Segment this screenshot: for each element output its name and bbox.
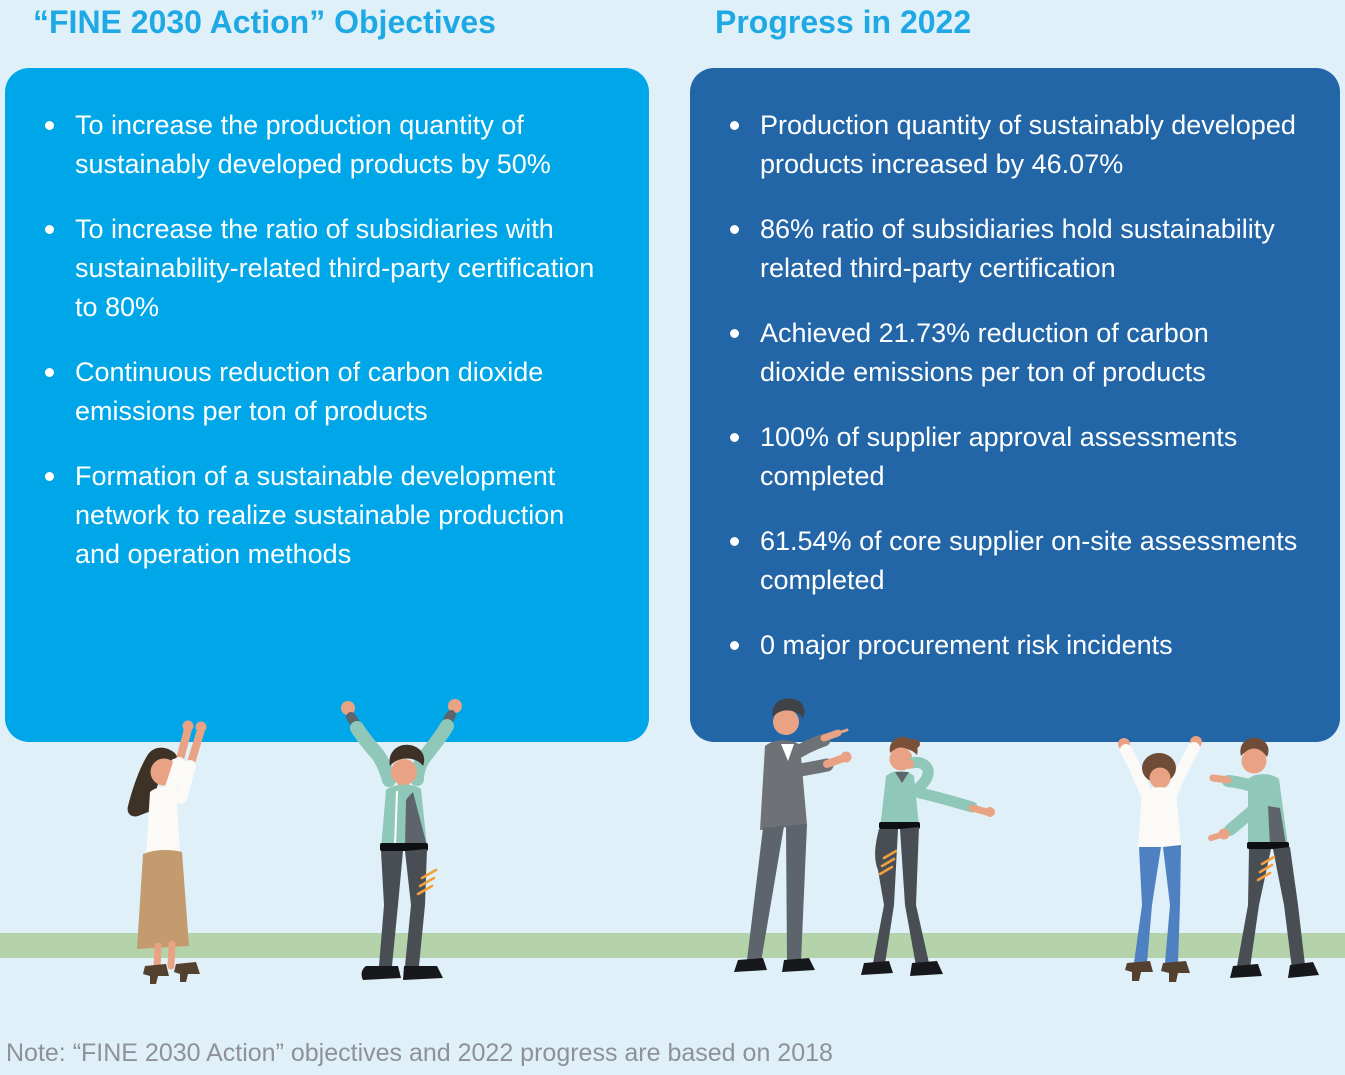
bullet-dot <box>45 368 54 377</box>
objective-item: To increase the production quantity of sustainably developed products by 50% <box>45 106 609 184</box>
objective-item: To increase the ratio of subsidiaries with sustainability-related third-party certification to 80% <box>45 210 609 327</box>
bullet-dot <box>45 225 54 234</box>
progress-item: 0 major procurement risk incidents <box>730 626 1300 665</box>
bullet-dot <box>45 121 54 130</box>
progress-item: 86% ratio of subsidiaries hold sustainability related third-party certification <box>730 210 1300 288</box>
progress-item: 61.54% of core supplier on-site assessments completed <box>730 522 1300 600</box>
bullet-dot <box>730 225 739 234</box>
progress-item: Production quantity of sustainably developed products increased by 46.07% <box>730 106 1300 184</box>
objectives-list <box>5 68 649 574</box>
objective-item: Formation of a sustainable development network to realize sustainable production and operation methods <box>45 457 609 574</box>
progress-item: Achieved 21.73% reduction of carbon dioxide emissions per ton of products <box>730 314 1300 392</box>
bullet-dot <box>730 641 739 650</box>
objective-item: Continuous reduction of carbon dioxide emissions per ton of products <box>45 353 609 431</box>
ground-strip <box>0 933 1345 958</box>
footnote-text: Note: “FINE 2030 Action” objectives and 2022 progress are based on 2018 <box>6 1039 833 1067</box>
progress-panel <box>690 68 1340 742</box>
bullet-dot <box>730 329 739 338</box>
objectives-title: “FINE 2030 Action” Objectives <box>33 4 496 40</box>
bullet-dot <box>730 537 739 546</box>
bullet-dot <box>730 433 739 442</box>
progress-list <box>690 68 1340 665</box>
progress-title: Progress in 2022 <box>715 4 972 40</box>
objectives-panel <box>5 68 649 742</box>
bullet-dot <box>730 121 739 130</box>
bullet-dot <box>45 472 54 481</box>
progress-item: 100% of supplier approval assessments completed <box>730 418 1300 496</box>
